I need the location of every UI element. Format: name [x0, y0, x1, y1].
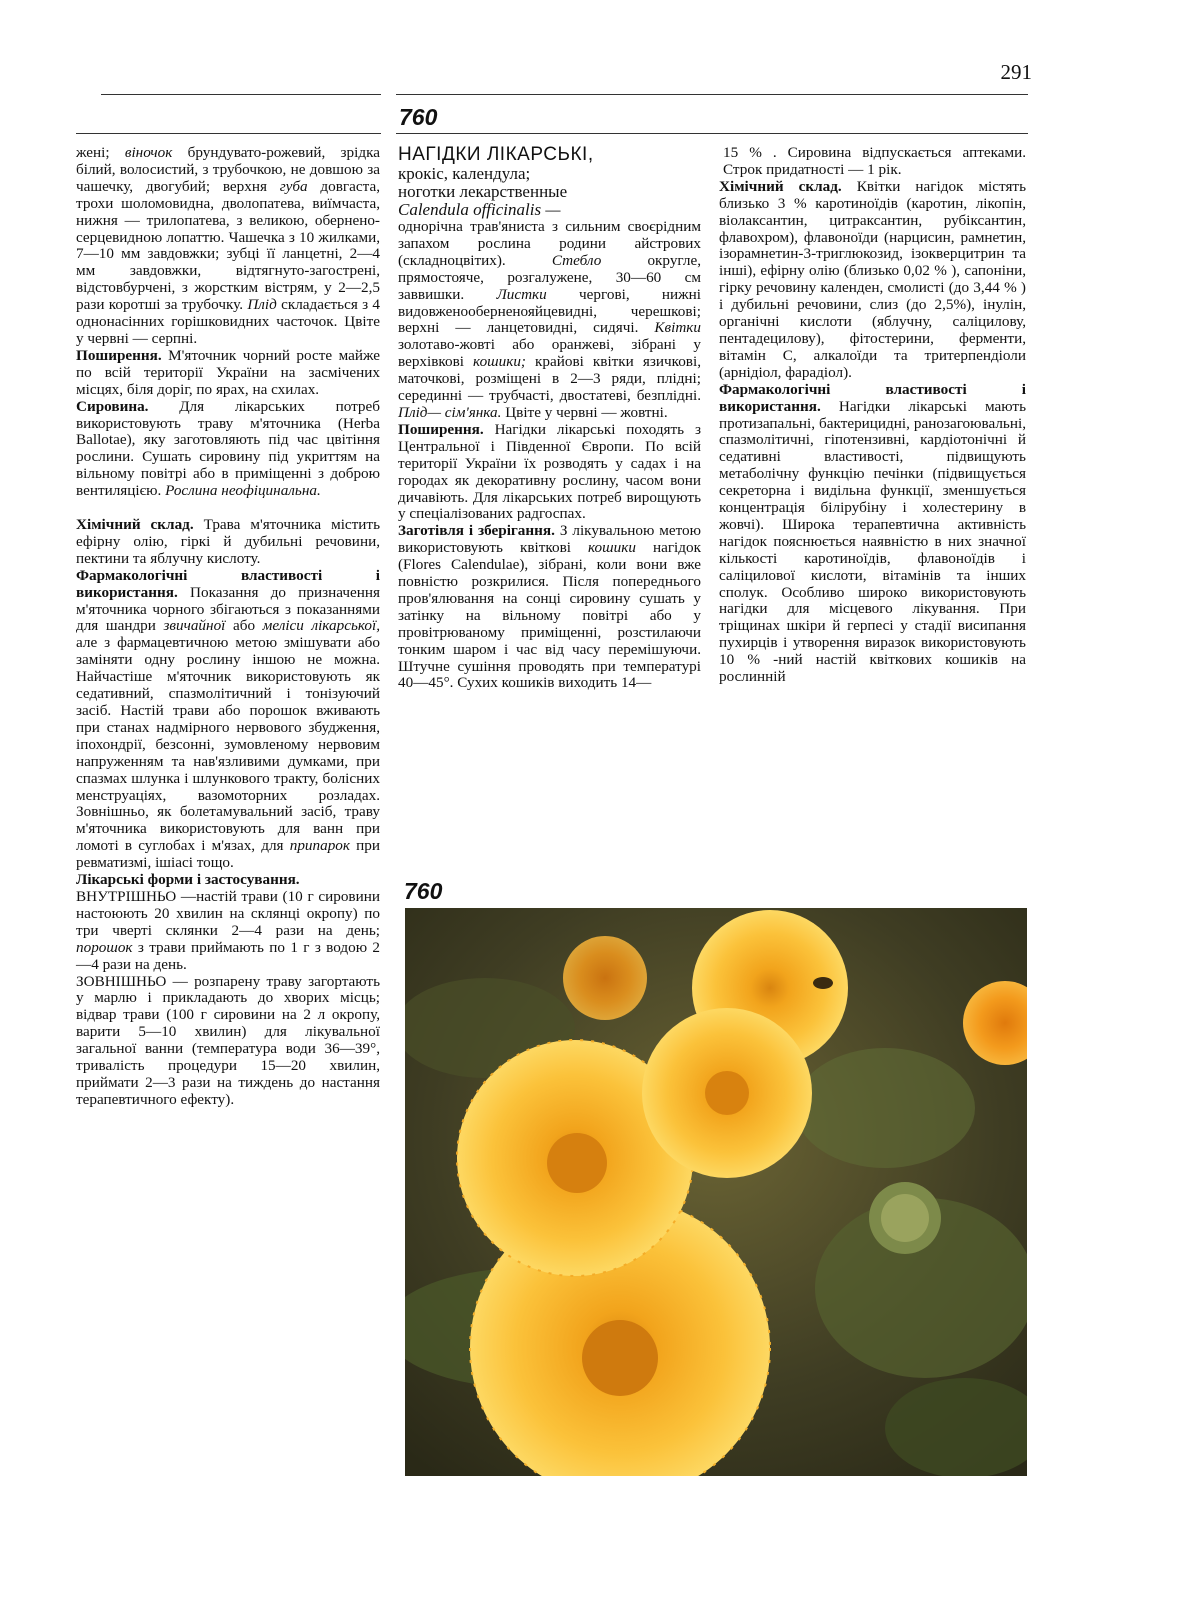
text: Трава м'яточника містить ефірну олію, гіркі й дубильні речовини, пектини та яблучну кислоту. — [76, 516, 380, 567]
section-heading: Заготівля і зберігання. — [398, 522, 555, 540]
text: однорічна трав'яниста з сильним своєрідним запахом рослина родини айстрових (складноцвітих). — [398, 218, 701, 269]
paragraph-description — [76, 145, 380, 348]
entry-number: 760 — [399, 104, 438, 130]
text: довгаста, трохи шоломовидна, дволопатева, виїмчаста, нижня — трилопатева, з великою, обернено-серцевидною лопаттю. Чашечка з 10 жилками, 7—10 мм завдовжки; зубці її ланцетні, 2—4 мм завдовжки, відтягнуто-загострені, відстовбурчені, з жорстким вістрям, у 2—2,5 рази коротші за трубочку. — [76, 177, 380, 314]
text-italic: звичайної — [163, 617, 226, 635]
section-heading: Сировина. — [76, 397, 149, 415]
spacer — [76, 500, 380, 517]
latin-name: Calendula officinalis — — [398, 200, 561, 219]
text: але з фармацевтичною метою змішувати або заміняти одну рослину іншою не можна. Найчастіше м'яточник використовують як седативний, спазмолітичний і тонізуючий засіб. Настій трави або порошок вживають при станах надмірного нервового збудження, іпохондрії, безсонні, зумовленому нервовим напруженням та нав'язливими думками, при спазмах шлунка і шлункового тракту, болісних менструаціях, вазомоторних розладах. Зовнішньо, як болетамувальний засіб, траву м'яточника використовують для ванн при ломоті в суглобах і м'язах, для — [76, 634, 380, 855]
text: З лікувальною метою використовують квіткові — [398, 522, 701, 557]
text: золотаво-жовті або оранжеві, зібрані у верхівкові — [398, 336, 701, 371]
section-heading: Лікарські форми і застосування. — [76, 871, 300, 889]
paragraph-internal-use — [76, 889, 380, 974]
section-heading: Фармакологічні властивості і використання. — [76, 566, 380, 601]
text-italic: Рослина неофіцинальна. — [165, 482, 321, 500]
alternative-names-uk: крокіс, календула; — [398, 164, 531, 183]
text-italic: порошок — [76, 938, 133, 956]
paragraph-shelf-life: 15 % . Сировина відпускається аптеками. Строк придатності — 1 рік. — [723, 144, 1026, 178]
text: ВНУТРІШНЬО —настій трави (10 г сировини настоюють 20 хвилин на склянці окропу) по три чверті склянки 2—4 рази на день; — [76, 887, 380, 939]
figure-number: 760 — [404, 878, 443, 904]
text: Нагідки лікарські мають протизапальні, бактерицидні, ранозагоювальні, спазмолітичні, гіпотензивні, кардіотонічні й седативні властивості, підвищують метаболічну функцію печінки (підвищується секреторна і видільна функції, зменшується концентрація білірубіну і холестерину в жовчі). Широка терапевтична активність нагідок пояснюється наявністю в них значної кількості каротиноїдів, флавоноїдів і саліцилової кислоти, вітамінів та інших сполук. Особливо широко використовують нагідки для місцевого лікування. При тріщинах шкіри й герпесі у стадії висипання пухирців і утворення виразок використовують 10 % -ний настій квіткових кошиків на рослинній — [719, 397, 1026, 686]
text-italic: Квітки — [654, 319, 701, 337]
paragraph-pharmacology — [719, 382, 1026, 686]
text: нагідок (Flores Calendulae), зібрані, коли вони вже повністю розкрилися. Після попереднього пров'ялювання на сонці сировину сушать у затінку на вільному повітрі або у провітрюваному приміщенні, розстилаючи тонким шаром і час від часу перемішуючи. Штучне сушіння проводять при температурі 40—45°. Сухих кошиків виходить 14— — [398, 539, 701, 692]
column-left — [76, 145, 380, 1109]
text: брундувато-рожевий, зрідка білий, волосистий, з трубочкою, не довшою за чашечку, двогубий; верхня — [76, 144, 380, 195]
text-italic: Листки — [496, 285, 547, 303]
text: Показання до призначення м'яточника чорного збігаються з показаннями для шандри — [76, 583, 380, 635]
section-heading: Хімічний склад. — [76, 516, 194, 534]
text-italic: віночок — [124, 144, 173, 161]
text: при ревматизмі, ішіасі тощо. — [76, 837, 380, 872]
paragraph-harvesting — [398, 523, 701, 692]
text: Цвіте у червні — жовтні. — [501, 403, 668, 421]
text-italic: Стебло — [551, 251, 602, 269]
paragraph-pharmacology — [76, 568, 380, 872]
header-rule-left — [101, 94, 381, 95]
text: з трави приймають по 1 г з водою 2—4 рази на день. — [76, 938, 380, 973]
text-italic: кошики; — [473, 353, 526, 371]
text: округле, прямостояче, розгалужене, 30—60 см заввишки. — [398, 251, 701, 303]
section-heading: Хімічний склад. — [719, 177, 842, 195]
text: Для лікарських потреб використовують траву м'яточника (Herba Ballotae), яку заготовляють під час цвітіння рослини. Сушать сировину під укриттям на вільному повітрі або в приміщенні з доброю вентиляцією. — [76, 397, 380, 500]
paragraph-chemical — [719, 179, 1026, 382]
plant-title: НАГІДКИ ЛІКАРСЬКІ, — [398, 144, 594, 165]
calendula-flowers-image — [405, 908, 1027, 1476]
text: М'яточник чорний росте майже по всій території України на засмічених місцях, біля доріг, по ярах, на схилах. — [76, 346, 380, 398]
column-right — [719, 145, 1026, 686]
text: чергові, нижні видовженооберненояйцевидні, черешкові; верхні — ланцетовидні, сидячі. — [398, 285, 701, 337]
header-rule-right — [396, 94, 1028, 95]
text-italic: Плід — [247, 296, 277, 314]
entry-rule-left — [76, 133, 381, 134]
text-italic: меліси лікарської, — [262, 617, 381, 635]
column-middle — [398, 145, 701, 692]
paragraph-forms-heading — [76, 872, 380, 889]
paragraph-raw-material — [76, 399, 380, 500]
text-italic: губа — [279, 177, 308, 195]
page-number: 291 — [1000, 60, 1032, 84]
text-italic: кошики — [588, 539, 636, 557]
entry-rule-right — [396, 133, 1028, 134]
text-italic: припарок — [289, 837, 350, 855]
paragraph-distribution — [76, 348, 380, 399]
alternative-names-ru: ноготки лекарственные — [398, 182, 568, 201]
text: Квітки нагідок містять близько 3 % каротиноїдів (каротин, лікопін, віолаксантин, цитраксантин, рубіксантин, флавохром), флавоноїди (нарцисин, рамнетин, ізорамнетин-3-триглюкозид, ізокверцитрин та інші), ефірну олію (близько 0,02 % ), сапоніни, гірку речовину календен, смолисті (до 3,44 % ) і дубильні речовини, слиз (до 2,5%), інулін, органічні кислоти (яблучну, саліцилову, пентадецилову), фітостерини, ферменти, вітамін С, алкалоїди та тритерпендіоли (арнідіол, фарадіол). — [719, 177, 1026, 381]
paragraph-chemical — [76, 517, 380, 568]
text: або — [225, 617, 263, 635]
text: Нагідки лікарські походять з Центральної і Південної Європи. По всій території України їх розводять у садах і на городах як декоративну рослину, часом вони дичавіють. Для лікарських потреб вирощують у спеціалізованих радгоспах. — [398, 420, 701, 523]
text: жені; — [76, 144, 125, 161]
text: складається з 4 однонасінних горішковидних часточок. Цвіте у червні — серпні. — [76, 296, 380, 347]
calendula-photo — [405, 908, 1027, 1476]
paragraph-distribution — [398, 422, 701, 523]
section-heading: Поширення. — [398, 420, 484, 438]
paragraph-description — [398, 219, 701, 422]
section-heading: Фармакологічні властивості і використання. — [719, 380, 1026, 415]
text-italic: Плід— сім'янка. — [398, 403, 502, 421]
text: крайові квітки язичкові, маточкові, розміщені в 2—3 ряди, плідні; серединні — трубчасті, двостатеві, безплідні. — [398, 353, 701, 405]
section-heading: Поширення. — [76, 346, 162, 364]
paragraph-external-use: ЗОВНІШНЬО — розпарену траву загортають у марлю і прикладають до хворих місць; відвар трави (100 г сировини на 2 л окропу, варити 5—10 хвилин) для лікувальної загальної ванни (температура води 36—39°, тривалість процедури 15—20 хвилин, приймати 2—3 рази на тиждень до настання терапевтичного ефекту). — [76, 972, 380, 1108]
